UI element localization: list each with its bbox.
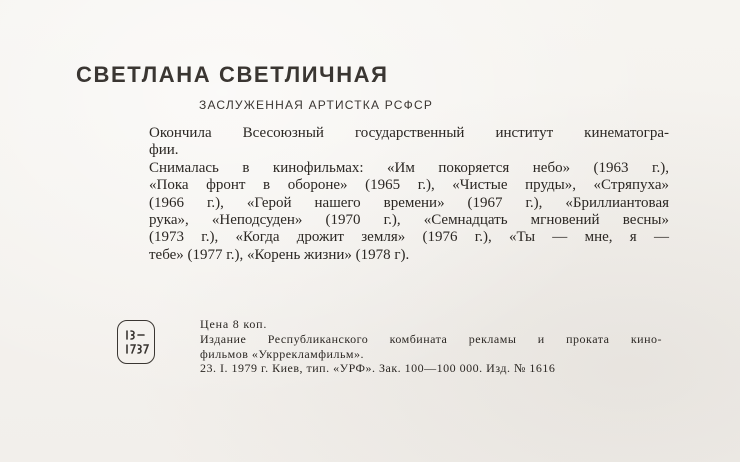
bio-line: тебе» (1977 г.), «Корень жизни» (1978 г).	[149, 246, 410, 263]
bio-line: «Пока фронт в обороне» (1965 г.), «Чистые пруды», «Стряпуха»	[149, 177, 669, 194]
actress-name: СВЕТЛАНА СВЕТЛИЧНАЯ	[76, 62, 389, 87]
bio-line: фии.	[149, 142, 179, 159]
bio-line: (1966 г.), «Герой нашего времени» (1967 г.), «Бриллиантовая	[149, 194, 669, 211]
publisher-stamp-icon	[117, 320, 155, 364]
bio-line: рука», «Неподсуден» (1970 г.), «Семнадцать мгновений весны»	[149, 212, 669, 229]
imprint-line: Издание Республиканского комбината рекламы и проката кино-	[200, 332, 662, 346]
price-label: Цена 8 коп.	[200, 317, 268, 331]
publisher-imprint	[200, 332, 662, 376]
publisher-stamp-mark	[121, 323, 151, 361]
bio-line: Снималась в кинофильмах: «Им покоряется небо» (1963 г.),	[149, 159, 669, 176]
imprint-line: 23. I. 1979 г. Киев, тип. «УРФ». Зак. 100—100 000. Изд. № 1616	[200, 361, 556, 375]
imprint-line: фильмов «Укррекламфильм».	[200, 346, 365, 361]
bio-line: (1973 г.), «Когда дрожит земля» (1976 г.), «Ты — мне, я —	[149, 229, 669, 246]
honorific-title: ЗАСЛУЖЕННАЯ АРТИСТКА РСФСР	[199, 98, 434, 112]
biography	[149, 125, 669, 264]
bio-line: Окончила Всесоюзный государственный институт кинематогра-	[149, 125, 669, 141]
